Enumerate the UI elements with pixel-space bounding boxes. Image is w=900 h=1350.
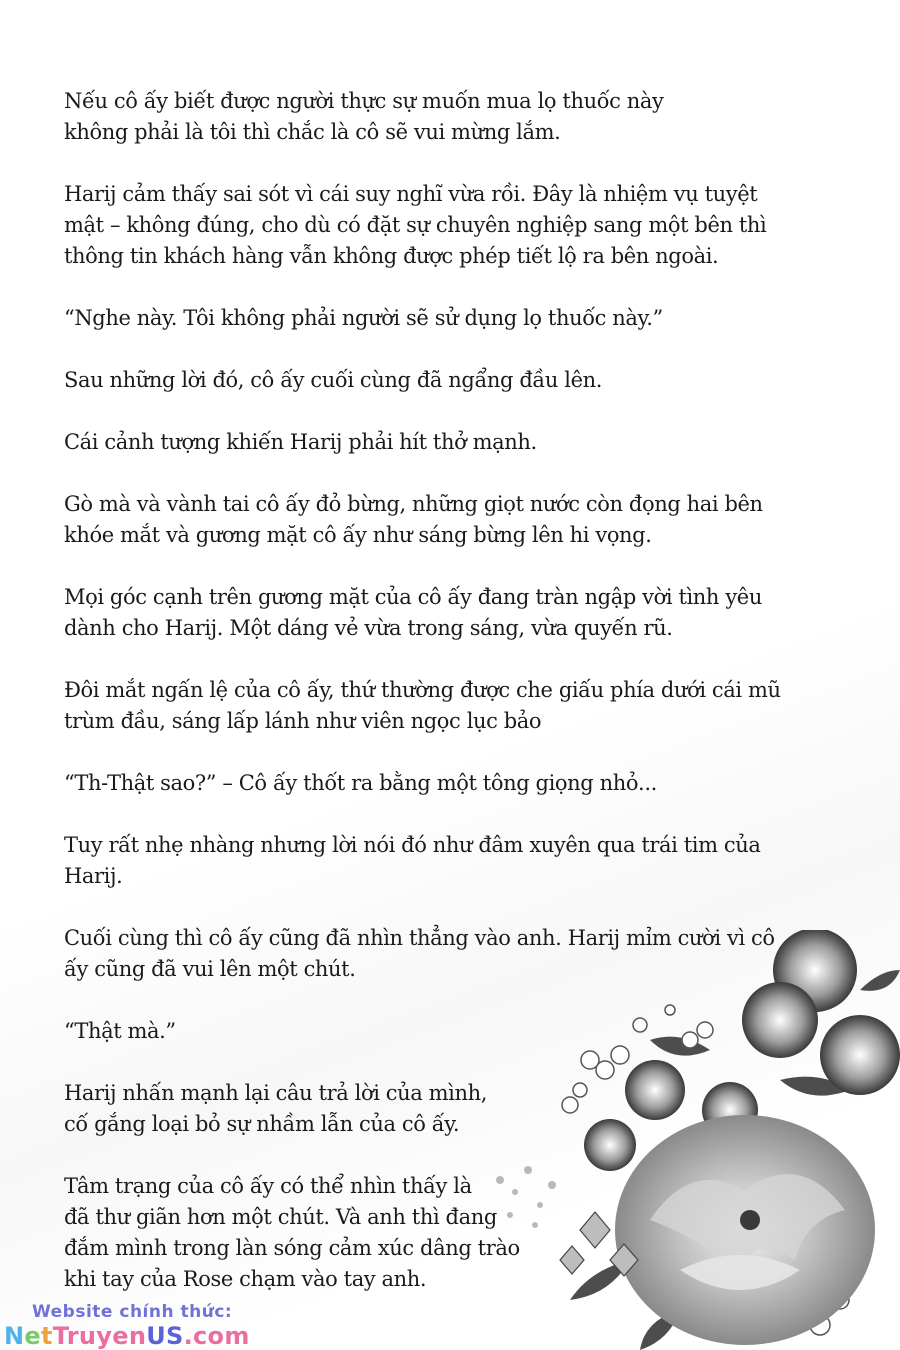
text-line: Cuối cùng thì cô ấy cũng đã nhìn thẳng vào anh. Harij mỉm cười vì cô [64,926,775,950]
paragraph [64,303,864,334]
watermark-part: US [146,1322,184,1350]
text-line: Harij. [64,864,123,888]
paragraph [64,179,864,272]
text-line: Tâm trạng của cô ấy có thể nhìn thấy là [64,1174,472,1198]
text-line: thông tin khách hàng vẫn không được phép tiết lộ ra bên ngoài. [64,244,719,268]
paragraph [64,1016,864,1047]
text-line: cố gắng loại bỏ sự nhầm lẫn của cô ấy. [64,1112,460,1136]
paragraph [64,923,864,985]
text-line: mật – không đúng, cho dù có đặt sự chuyên nghiệp sang một bên thì [64,213,767,237]
text-line: Tuy rất nhẹ nhàng nhưng lời nói đó như đâm xuyên qua trái tim của [64,833,761,857]
text-line: Đôi mắt ngấn lệ của cô ấy, thứ thường được che giấu phía dưới cái mũ [64,678,781,702]
watermark-part: t [40,1322,53,1350]
paragraph [64,675,864,737]
text-line: Sau những lời đó, cô ấy cuối cùng đã ngẩng đầu lên. [64,368,603,392]
watermark-part: .com [183,1322,250,1350]
paragraph [64,582,864,644]
text-line: đắm mình trong làn sóng cảm xúc dâng trào [64,1236,520,1260]
paragraph [64,1171,864,1295]
watermark-part: e [24,1322,41,1350]
paragraph [64,768,864,799]
text-line: trùm đầu, sáng lấp lánh như viên ngọc lục bảo [64,709,542,733]
watermark-site-link[interactable] [4,1324,250,1348]
text-line: Harij nhấn mạnh lại câu trả lời của mình, [64,1081,488,1105]
watermark-label: Website chính thức: [32,1302,233,1322]
paragraph [64,427,864,458]
text-line: khi tay của Rose chạm vào tay anh. [64,1267,427,1291]
paragraph [64,830,864,892]
text-line: “Nghe này. Tôi không phải người sẽ sử dụng lọ thuốc này.” [64,306,663,330]
paragraph [64,86,864,148]
watermark-part: N [4,1322,25,1350]
site-watermark [4,1304,250,1348]
paragraph [64,1078,864,1140]
text-line: Gò mà và vành tai cô ấy đỏ bừng, những giọt nước còn đọng hai bên [64,492,763,516]
text-line: “Thật mà.” [64,1019,176,1043]
story-text [64,86,864,1326]
text-line: Cái cảnh tượng khiến Harij phải hít thở mạnh. [64,430,537,454]
watermark-part: Truyen [52,1322,147,1350]
text-line: Mọi góc cạnh trên gương mặt của cô ấy đang tràn ngập vời tình yêu [64,585,762,609]
text-line: ấy cũng đã vui lên một chút. [64,957,356,981]
text-line: không phải là tôi thì chắc là cô sẽ vui mừng lắm. [64,120,561,144]
text-line: khóe mắt và gương mặt cô ấy như sáng bừng lên hi vọng. [64,523,652,547]
paragraph [64,489,864,551]
text-line: đã thư giãn hơn một chút. Và anh thì đang [64,1205,497,1229]
paragraph [64,365,864,396]
text-line: Nếu cô ấy biết được người thực sự muốn mua lọ thuốc này [64,89,664,113]
text-line: dành cho Harij. Một dáng vẻ vừa trong sáng, vừa quyến rũ. [64,616,673,640]
text-line: Harij cảm thấy sai sót vì cái suy nghĩ vừa rồi. Đây là nhiệm vụ tuyệt [64,182,758,206]
text-line: “Th-Thật sao?” – Cô ấy thốt ra bằng một tông giọng nhỏ... [64,771,657,795]
